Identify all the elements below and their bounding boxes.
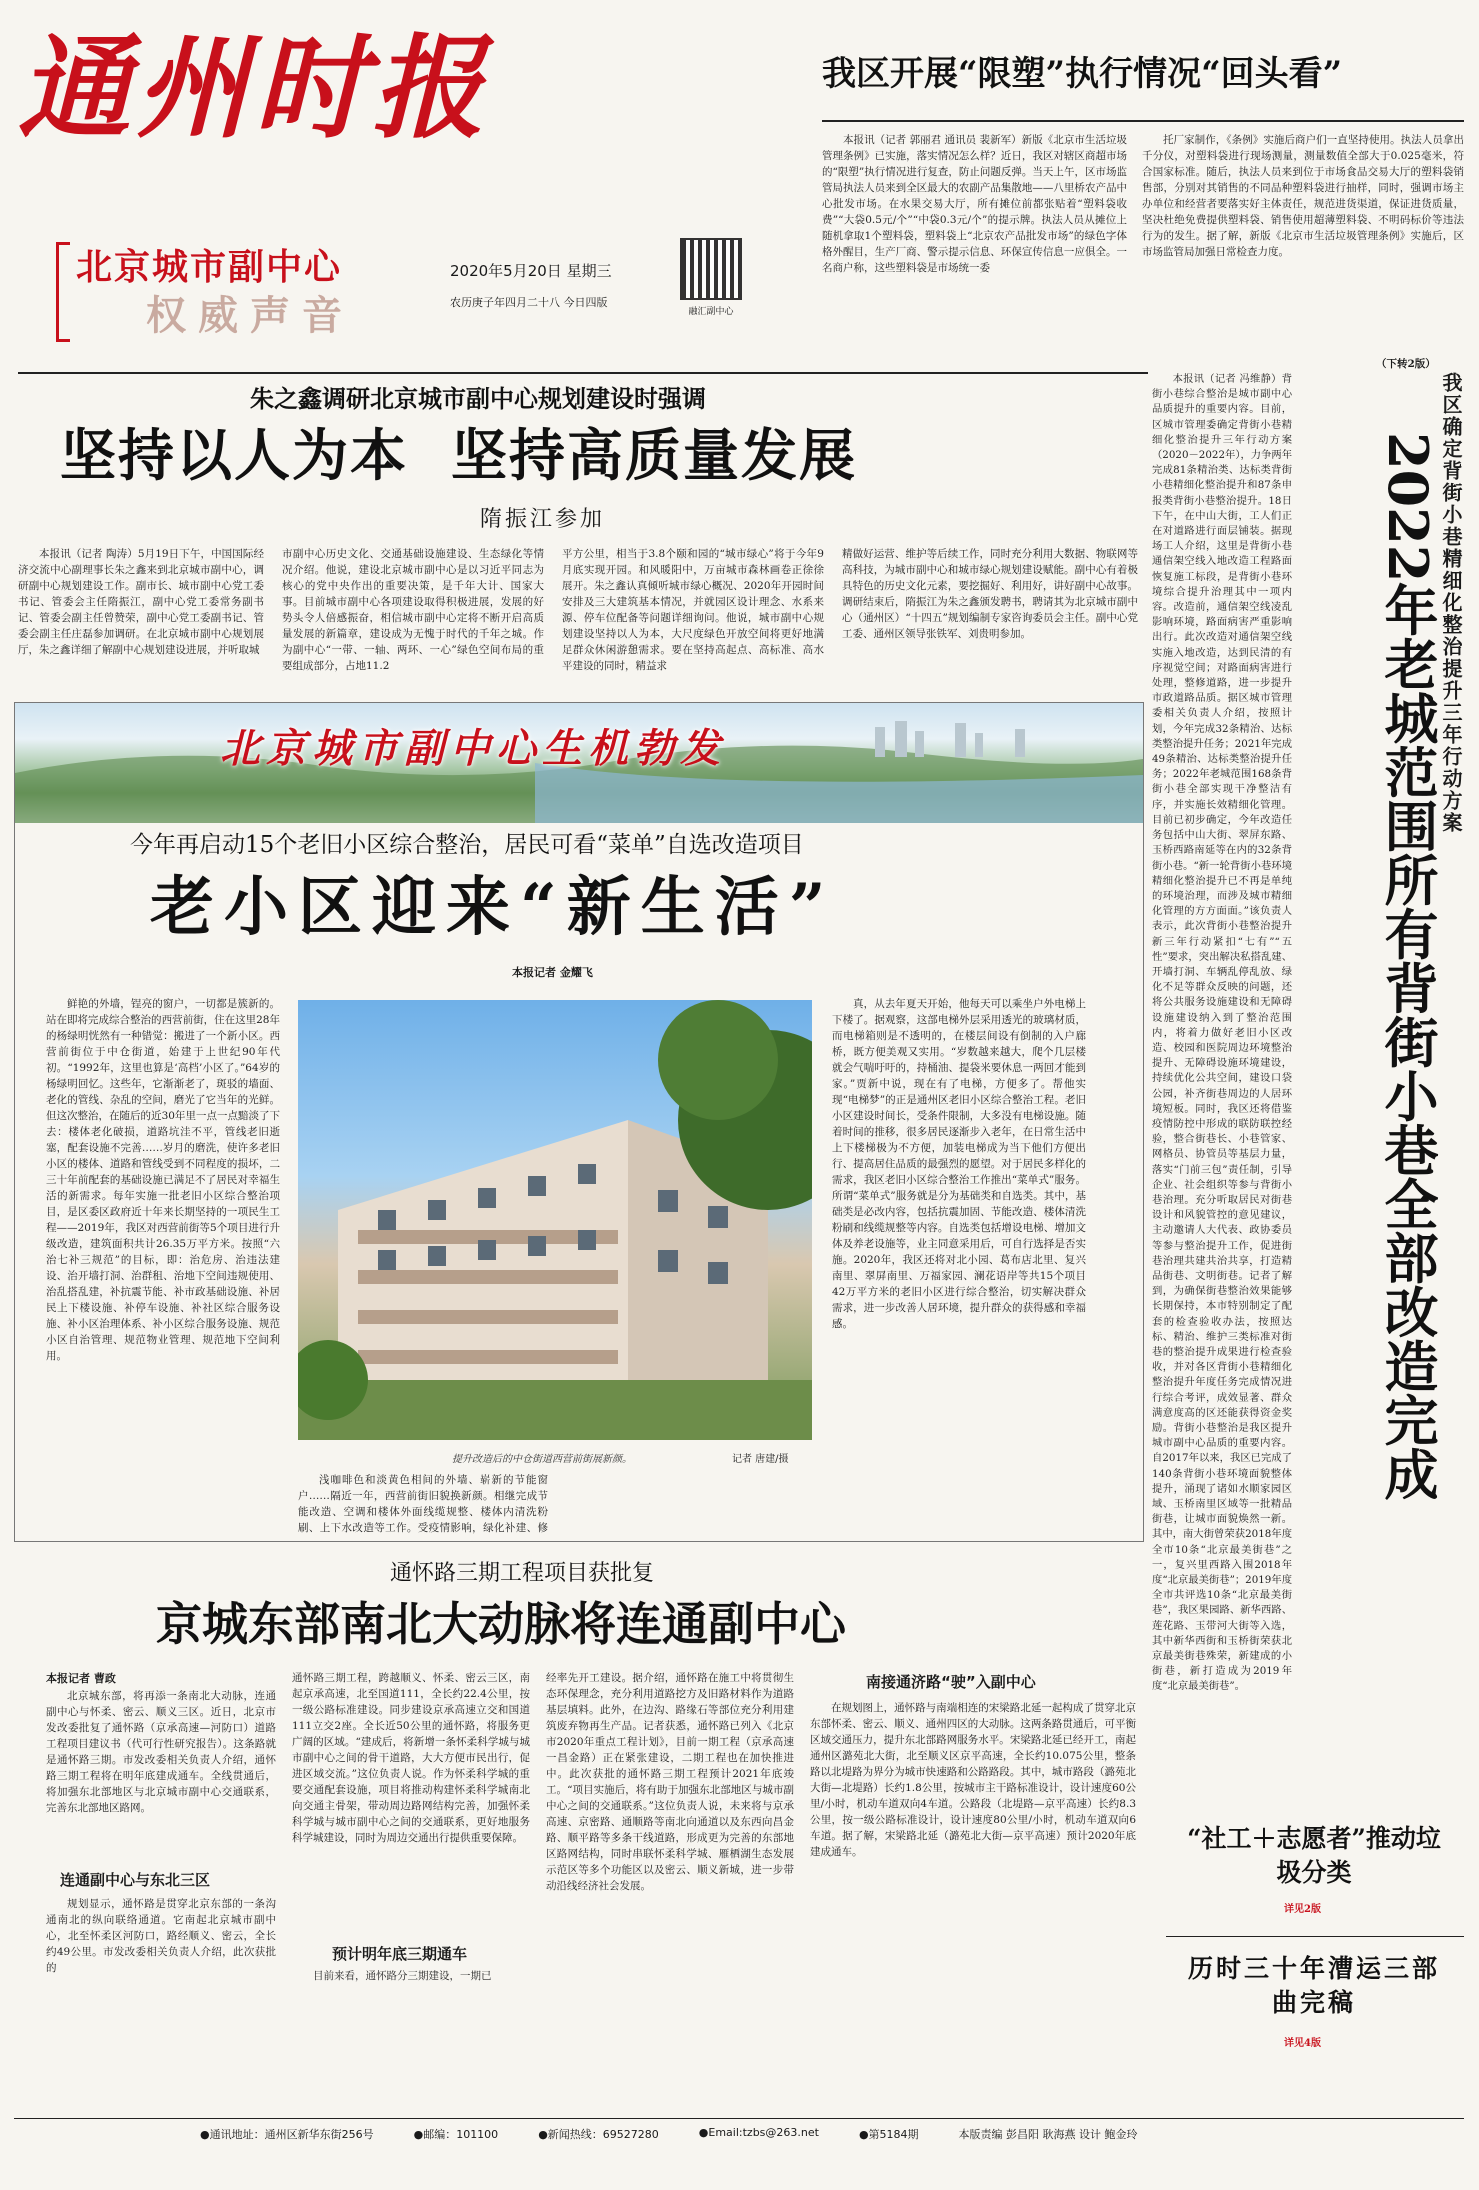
road-col1: 北京城东部，将再添一条南北大动脉，连通副中心与怀柔、密云、顺义三区。近日，北京市发改委批复了通怀路（京承高速—河防口）道路工程项目建议书（代可行性研究报告）。这条路就是通怀路三期。市发改委相关负责人介绍，通怀路三期工程将在明年底建成通车。全线贯通后，将加强东北部地区与北京城市副中心交通联系，完善东北部地区路网。 <box>46 1690 276 1814</box>
lead-col4: 精做好运营、维护等后续工作，同时充分利用大数据、物联网等高科技，为城市副中心和城市绿心规划建设赋能。副中心有着极具特色的历史文化元素，要挖掘好、利用好，讲好副中心故事。调研结束后，隋振江为朱之鑫颁发聘书，聘请其为北京城市副中心（通州区）“十四五”规划编制专家咨询委员会主任。副中心党工委、通州区领导张铁军、刘贵明参加。 <box>842 548 1138 640</box>
masthead-title: 通州时报 <box>18 23 490 154</box>
top-story-col2: 托厂家制作，《条例》实施后商户们一直坚持使用。执法人员拿出千分仪，对塑料袋进行现场测量，测量数值全部大于0.025毫米，符合国家标准。随后，执法人员来到位于市场食品交易大厅的塑料袋销售部，分别对其销售的不同品种塑料袋进行抽样，同时，强调市场主办单位和经营者要落实好主体责任，规范进货渠道，保证进货质量，坚决杜绝免费提供塑料袋、销售使用超薄塑料袋、不明码标价等违法行为的发生。据了解，新版《北京市生活垃圾管理条例》实施后，区市场监管局加强日常检查力度。 <box>1142 134 1464 258</box>
feature-banner-text: 北京城市副中心生机勃发 <box>220 725 726 772</box>
slogan-box <box>56 242 386 342</box>
footer-editors: 本版责编 彭昌阳 耿海燕 设计 鲍金玲 <box>958 2128 1138 2141</box>
lead-col2: 市副中心历史文化、交通基础设施建设、生态绿化等情况介绍。他说，建设北京城市副中心是以习近平同志为核心的党中央作出的重要决策，是千年大计、国家大事。目前城市副中心各项建设取得积极进展，发展的好势头令人倍感振奋，相信城市副中心定将不断开启高质量发展的新篇章，建设成为无愧于时代的千年之城。作为副中心“一带、一轴、两环、一心”绿色空间布局的重要组成部分，占地11.2 <box>282 548 544 672</box>
top-story-col1: 本报讯（记者 郭丽君 通讯员 裴新军）新版《北京市生活垃圾管理条例》已实施，落实情况怎么样？近日，我区对辖区商超市场的“限塑”执行情况进行复查，防止问题反弹。当天上午，区市场监管局执法人员来到全区最大的农副产品集散地——八里桥农产品中心批发市场。在水果交易大厅，所有摊位前都张贴着“塑料袋收费”“大袋0.5元/个”“中袋0.3元/个”的提示牌。执法人员从摊位上随机拿取1个塑料袋，塑料袋上“北京农产品批发市场”的绿色字体格外醒目，生产厂商、警示提示信息、环保宣传信息一应俱全。一名商户称，这些塑料袋是市场统一委 <box>822 134 1127 274</box>
lunar-date: 农历庚子年四月二十八 今日四版 <box>450 296 608 309</box>
promo-title-1: “社工＋志愿者”推动垃圾分类 <box>1187 1824 1441 1887</box>
feature-byline: 本报记者 金耀飞 <box>512 966 593 979</box>
qr-label: 融汇副中心 <box>688 307 734 317</box>
right-story <box>1152 372 1464 1792</box>
feature-title[interactable]: 老小区迎来“新生活” <box>150 870 836 945</box>
road-subhead-3: 南接通济路“驶”入副中心 <box>866 1673 1036 1691</box>
feature-photo <box>298 1000 812 1440</box>
road-col2: 通怀路三期工程，跨越顺义、怀柔、密云三区，南起京承高速，北至国道111，全长约22.4公里，按一级公路标准建设。同步建设京承高速立交和国道111立交2座。全长近50公里的通怀路，将服务更广阔的区域。“建成后，将新增一条怀柔科学城与城市副中心之间的骨干道路，大大方便市民出行，促进区域交流。”这位负责人说。作为怀柔科学城的重要交通配套设施，项目将推动构建怀柔科学城南北向交通主骨架，带动周边路网结构完善，加强怀柔科学城与城市副中心之间的交通联系，更好地服务科学城建设，同时为周边交通出行提供重要保障。 <box>292 1672 530 1844</box>
road-col1b: 规划显示，通怀路是贯穿北京东部的一条沟通南北的纵向联络通道。它南起北京城市副中心，北至怀柔区河防口，路经顺义、密云，全长约49公里。市发改委相关负责人介绍，此次获批的 <box>46 1898 276 1974</box>
footer-address: ●通讯地址：通州区新华东街256号 <box>200 2128 374 2141</box>
promo-box-2[interactable] <box>1174 1944 1464 2049</box>
feature-col3: 真，从去年夏天开始，他每天可以乘坐户外电梯上下楼了。据观察，这部电梯外层采用透光的玻璃材质，而电梯箱则是不透明的，在楼层间设有倒制的入户廊桥，既方便美观又实用。“岁数越来越大，爬个几层楼就会气喘吁吁的，持桶油、提袋米要休息一两回才能到家。”贾新中说，现在有了电梯，方便多了。帮他实现“电梯梦”的正是通州区老旧小区综合整治工程。老旧小区建设时间长，受条件限制，大多没有电梯设施。随着时间的推移，很多居民逐渐步入老年，在日常生活中上下楼梯极为不方便，加装电梯成为当下他们方便出行、提高居住品质的最强烈的愿望。对于居民多样化的需求，我区老旧小区综合整治工作推出“菜单式”服务。所谓“菜单式”服务就是分为基础类和自选类。其中，基础类是必改内容，包括抗震加固、节能改造、楼体清洗粉刷和线缆规整等内容。自选类包括增设电梯、增加文体及养老设施等，业主同意采用后，可自行选择是否实施。2020年，我区还将对北小园、葛布店北里、复兴南里、翠屏南里、万福家园、澜花语岸等共15个项目42万平方米的老旧小区进行综合整治，切实解决群众需求，进一步改善人居环境，提升群众的获得感和幸福感。 <box>832 998 1086 1330</box>
right-story-title[interactable]: 2022年老城范围所有背街小巷全部改造完成 <box>1376 432 1440 1501</box>
right-story-kicker: 我区确定背街小巷精细化整治提升三年行动方案 <box>1439 372 1463 834</box>
footer-hotline: ●新闻热线：69527280 <box>538 2128 659 2141</box>
feature-col1: 鲜艳的外墙，锃亮的窗户，一切都是簇新的。站在即将完成综合整治的西营前街，住在这里28年的杨绿明恍然有一种错觉：搬进了一个新小区。西营前街位于中仓街道，始建于上世纪90年代初。“1992年，这里也算是‘高档’小区了。”64岁的杨绿明回忆。这些年，它渐渐老了，斑驳的墙面、老化的管线、杂乱的空间，磨光了它当年的光鲜。但这次整治，在随后的近30年里一点一点黯淡了下去：楼体老化破损，道路坑洼不平，管线老旧逝塞，配套设施不完善……岁月的磨洗，使许多老旧小区的楼体、道路和管线受到不同程度的损坏，二三十年前配套的基础设施已满足不了居民对幸福生活的新需求。每年实施一批老旧小区综合整治项目，是区委区政府近十年来长期坚持的一项民生工程——2019年，我区对西营前街等5个项目进行升级改造，建筑面积共计26.35万平方米。按照“六治七补三规范”的目标，即：治危房、治违法建设、治开墙打洞、治群租、治地下空间违规使用、治乱搭乱建，补抗震节能、补市政基础设施、补居民上下楼设施、补停车设施、补社区综合服务设施、补小区治理体系、补小区综合服务设施、规范小区自治管理、规范物业管理、规范地下空间利用。 <box>46 998 280 1362</box>
road-col4: 在规划图上，通怀路与南端相连的宋梁路北延一起构成了贯穿北京东部怀柔、密云、顺义、通州四区的大动脉。这两条路贯通后，可平衡区域交通压力，提升东北部路网服务水平。宋梁路北延已经开工，南起通州区潞苑北大街，北至顺义区京平高速，全长约10.075公里，整条路以北堤路为界分为城市快速路和公路路段。其中，城市路段（潞苑北大街—北堤路）长约1.8公里，按城市主干路标准设计，设计速度60公里/小时，机动车道双向4车道。公路段（北堤路—京平高速）长约8.3公里，按一级公路标准设计，设计速度80公里/小时，机动车道双向6车道。据了解，宋梁路北延（潞苑北大街—京平高速）预计2020年底建成通车。 <box>810 1702 1136 1858</box>
footer-issue: ●第5184期 <box>858 2128 919 2141</box>
lead-col3: 平方公里，相当于3.8个颐和园的“城市绿心”将于今年9月底实现开园。和风暖阳中，万亩城市森林画卷正徐徐展开。朱之鑫认真倾听城市绿心概况、2020年开园时间安排及三大建筑基本情况，并就园区设计理念、水系来源、停车位配备等问题详细询问。他说，城市副中心规划建设坚持以人为本，大尺度绿色开放空间将更好地满足群众休闲游憩需求。要在坚持高起点、高标准、高水平建设的同时，精益求 <box>562 548 824 672</box>
lead-title[interactable]: 坚持以人为本 坚持高质量发展 <box>60 423 857 489</box>
qr-code[interactable] <box>680 238 742 300</box>
feature-photo-caption: 提升改造后的中仓街道西营前街展新颜。 <box>452 1454 632 1465</box>
masthead <box>18 14 612 344</box>
slogan-secondary: 权威声音 <box>146 292 354 339</box>
promo-title-2: 历时三十年漕运三部曲完稿 <box>1187 1954 1440 2017</box>
promo-page-1: 详见2版 <box>1284 1904 1321 1915</box>
road-byline: 本报记者 曹政 <box>46 1672 116 1685</box>
top-story-jump[interactable]: （下转2版） <box>1376 358 1436 370</box>
footer-email[interactable]: ●Email:tzbs@263.net <box>698 2126 819 2139</box>
top-story-title[interactable]: 我区开展“限塑”执行情况“回头看” <box>822 54 1343 94</box>
lead-col1: 本报讯（记者 陶涛）5月19日下午，中国国际经济交流中心副理事长朱之鑫来到北京城市副中心，调研副中心规划建设工作。副市长、城市副中心党工委书记、管委会主任隋振江，副中心党工委常务副书记、管委会副主任曾赞荣，副中心党工委副书记、管委会副主任庄磊参加调研。在北京城市副中心规划展厅，朱之鑫详细了解副中心规划建设进展，并听取城 <box>18 548 264 656</box>
slogan-primary: 北京城市副中心 <box>76 247 343 288</box>
issue-date: 2020年5月20日 星期三 <box>450 262 612 280</box>
road-kicker: 通怀路三期工程项目获批复 <box>390 1561 655 1586</box>
road-subhead-1: 连通副中心与东北三区 <box>60 1871 211 1889</box>
feature-kicker: 今年再启动15个老旧小区综合整治，居民可看“菜单”自选改造项目 <box>130 832 804 858</box>
lead-kicker: 朱之鑫调研北京城市副中心规划建设时强调 <box>250 384 706 413</box>
promo-box-1[interactable] <box>1174 1814 1464 1915</box>
road-subhead-2: 预计明年底三期通车 <box>332 1945 468 1963</box>
right-story-text: 本报讯（记者 冯维静）背街小巷综合整治是城市副中心品质提升的重要内容。目前，区城市管理委确定背街小巷精细化整治提升三年行动方案（2020－2022年），力争两年完成81条精治类、达标类背街小巷精细化整治提升和87条申报类背街小巷整治提升。18日下午，在中山大街，工人们正在对道路进行面层铺装。据现场工人介绍，这里是背街小巷通信架空线入地改造工程路面恢复施工标段，是背街小巷环境综合提升治理其中一项内容。改造前，通信架空线凌乱影响环境，路面病害严重影响出行。此次改造对通信架空线实施入地改造，达到民清的有序视觉空间；对路面病害进行处理，整修道路，进一步提升市政道路品质。据区城市管理委相关负责人介绍，按照计划，今年完成32条精治、达标类整治提升任务；2021年完成49条精治、达标类整治提升任务；2022年老城范围168条背街小巷全部实现干净整洁有序，并实施长效精细化管理。目前已初步确定，今年改造任务包括中山大街、翠屏东路、玉桥西路南延等在内的32条背街小巷。“新一轮背街小巷环境精细化整治提升已不再是单纯的环境治理，而涉及城市精细化管理的方方面面。”该负责人表示，此次背街小巷整治提升新三年行动紧扣“七有”“五性”要求，突出解决私搭乱建、开墙打洞、车辆乱停乱放、绿化不足等群众反映的问题，还将公共服务设施建设和无障碍设施建设纳入到了整治范围内，将着力做好老旧小区改造、校园和医院周边环境整治提升、无障碍设施环境建设，持续优化公共空间，建设口袋公园，补齐街巷周边的人居环境短板。同时，我区还将借鉴疫情防控中形成的联防联控经验，整合街巷长、小巷管家、网格员、协管员等基层力量，落实“门前三包”责任制，引导企业、社会组织等参与背街小巷治理。充分听取居民对街巷设计和风貌管控的意见建议，主动邀请人大代表、政协委员等参与整治提升工作，促进街巷治理共建共治共享，打造精品街巷、文明街巷。记者了解到，为确保街巷整治效果能够长期保持，本市特别制定了配套的检查验收办法，按照达标、精治、维护三类标准对街巷的整治提升成果进行检查验收，并对各区背街小巷精细化整治提升年度任务完成情况进行综合考评，成效显著、群众满意度高的区还能获得资金奖励。背街小巷整治是我区提升城市副中心品质的重要内容。自2017年以来，我区已完成了140条背街小巷环境面貌整体提升，涌现了诸如水顺家园区域、玉桥南里区域等一批精品街巷，让城市面貌焕然一新。其中，南大街曾荣获2018年度全市10条“北京最美街巷”之一，复兴里西路入围2018年度“北京最美街巷”；2019年度全市共评选10条“北京最美街巷”，我区果园路、新华西路、莲花路、玉带河大街等入选，其中新华西街和玉桥街荣获北京最美街巷殊荣，新建成的小街巷，新打造成为2019年度“北京最美街巷”。 <box>1152 373 1292 1693</box>
promo-page-2: 详见4版 <box>1284 2038 1321 2049</box>
road-col2b: 目前来看，通怀路分三期建设，一期已 <box>313 1970 492 1982</box>
feature-col2: 浅咖啡色和淡黄色相间的外墙、崭新的节能窗户……隔近一年，西营前街旧貌换新颜。相继完成节能改造、空调和楼体外面线缆规整、楼体内清洗粉刷、上下水改造等工作。受疫情影响，绿化补建、修 <box>298 1474 548 1534</box>
lead-subtitle: 隋振江参加 <box>480 507 606 532</box>
road-title[interactable]: 京城东部南北大动脉将连通副中心 <box>156 1597 846 1651</box>
feature-photo-credit: 记者 唐建/摄 <box>732 1454 789 1465</box>
footer <box>200 2126 1464 2150</box>
footer-postcode: ●邮编：101100 <box>413 2128 499 2141</box>
road-col3: 经率先开工建设。据介绍，通怀路在施工中将贯彻生态环保理念，充分利用道路挖方及旧路材料作为道路基层填料。此外，在边沟、路缘石等部位充分利用建筑废弃物再生产品。记者获悉，通怀路已列入《北京市2020年重点工程计划》，目前一期工程（京承高速一昌金路）正在紧张建设，二期工程也在加快推进中。此次获批的通怀路三期工程预计2021年底竣工。“项目实施后，将有助于加强东北部地区与城市副中心之间的交通联系。”这位负责人说，未来将与京承高速、京密路、通顺路等南北向通道以及东西向昌金路、顺平路等多条干线道路，形成更为完善的东部地区路网结构，同时串联怀柔科学城、雁栖湖生态发展示范区等多个功能区以及密云、顺义新城，进一步带动沿线经济社会发展。 <box>546 1672 794 1892</box>
